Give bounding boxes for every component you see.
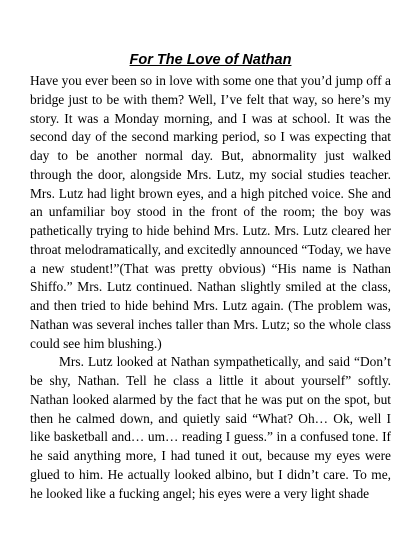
paragraph-1: Have you ever been so in love with some one that you’d jump off a bridge just to be with them? Well, I’ve felt that way, so here’s my story. It was a Monday morning, and I was at school. It was the second day of the second marking period, so I was expecting that day to be another normal day. But, abnormality just walked through the door, alongside Mrs. Lutz, my social studies teacher. Mrs. Lutz had light brown eyes, and a high pitched voice. She and an unfamiliar boy stood in the front of the room; the boy was pathetically trying to hide behind Mrs. Lutz. Mrs. Lutz cleared her throat melodramatically, and excitedly announced “Today, we have a new student!”(That was pretty obvious) “His name is Nathan Shiffo.” Mrs. Lutz continued. Nathan slightly smiled at the class, and then tried to hide behind Mrs. Lutz again. (The problem was, Nathan was several inches taller than Mrs. Lutz; so the whole class could see him blushing.) xyxy=(30,73,391,351)
document-title: For The Love of Nathan xyxy=(129,52,292,68)
paragraph-2: Mrs. Lutz looked at Nathan sympathetically, and said “Don’t be shy, Nathan. Tell he class a little it about yourself” softly. Nathan looked alarmed by the fact that he was put on the spot, but then he calmed down, and quietly said “What? Oh… Ok, well I like basketball and… um… reading I guess.” in a confused tone. If he said anything more, I had tuned it out, because my eyes were glued to him. He actually looked albino, but I didn’t care. To me, he looked like a fucking angel; his eyes were a very light shade xyxy=(30,354,391,501)
